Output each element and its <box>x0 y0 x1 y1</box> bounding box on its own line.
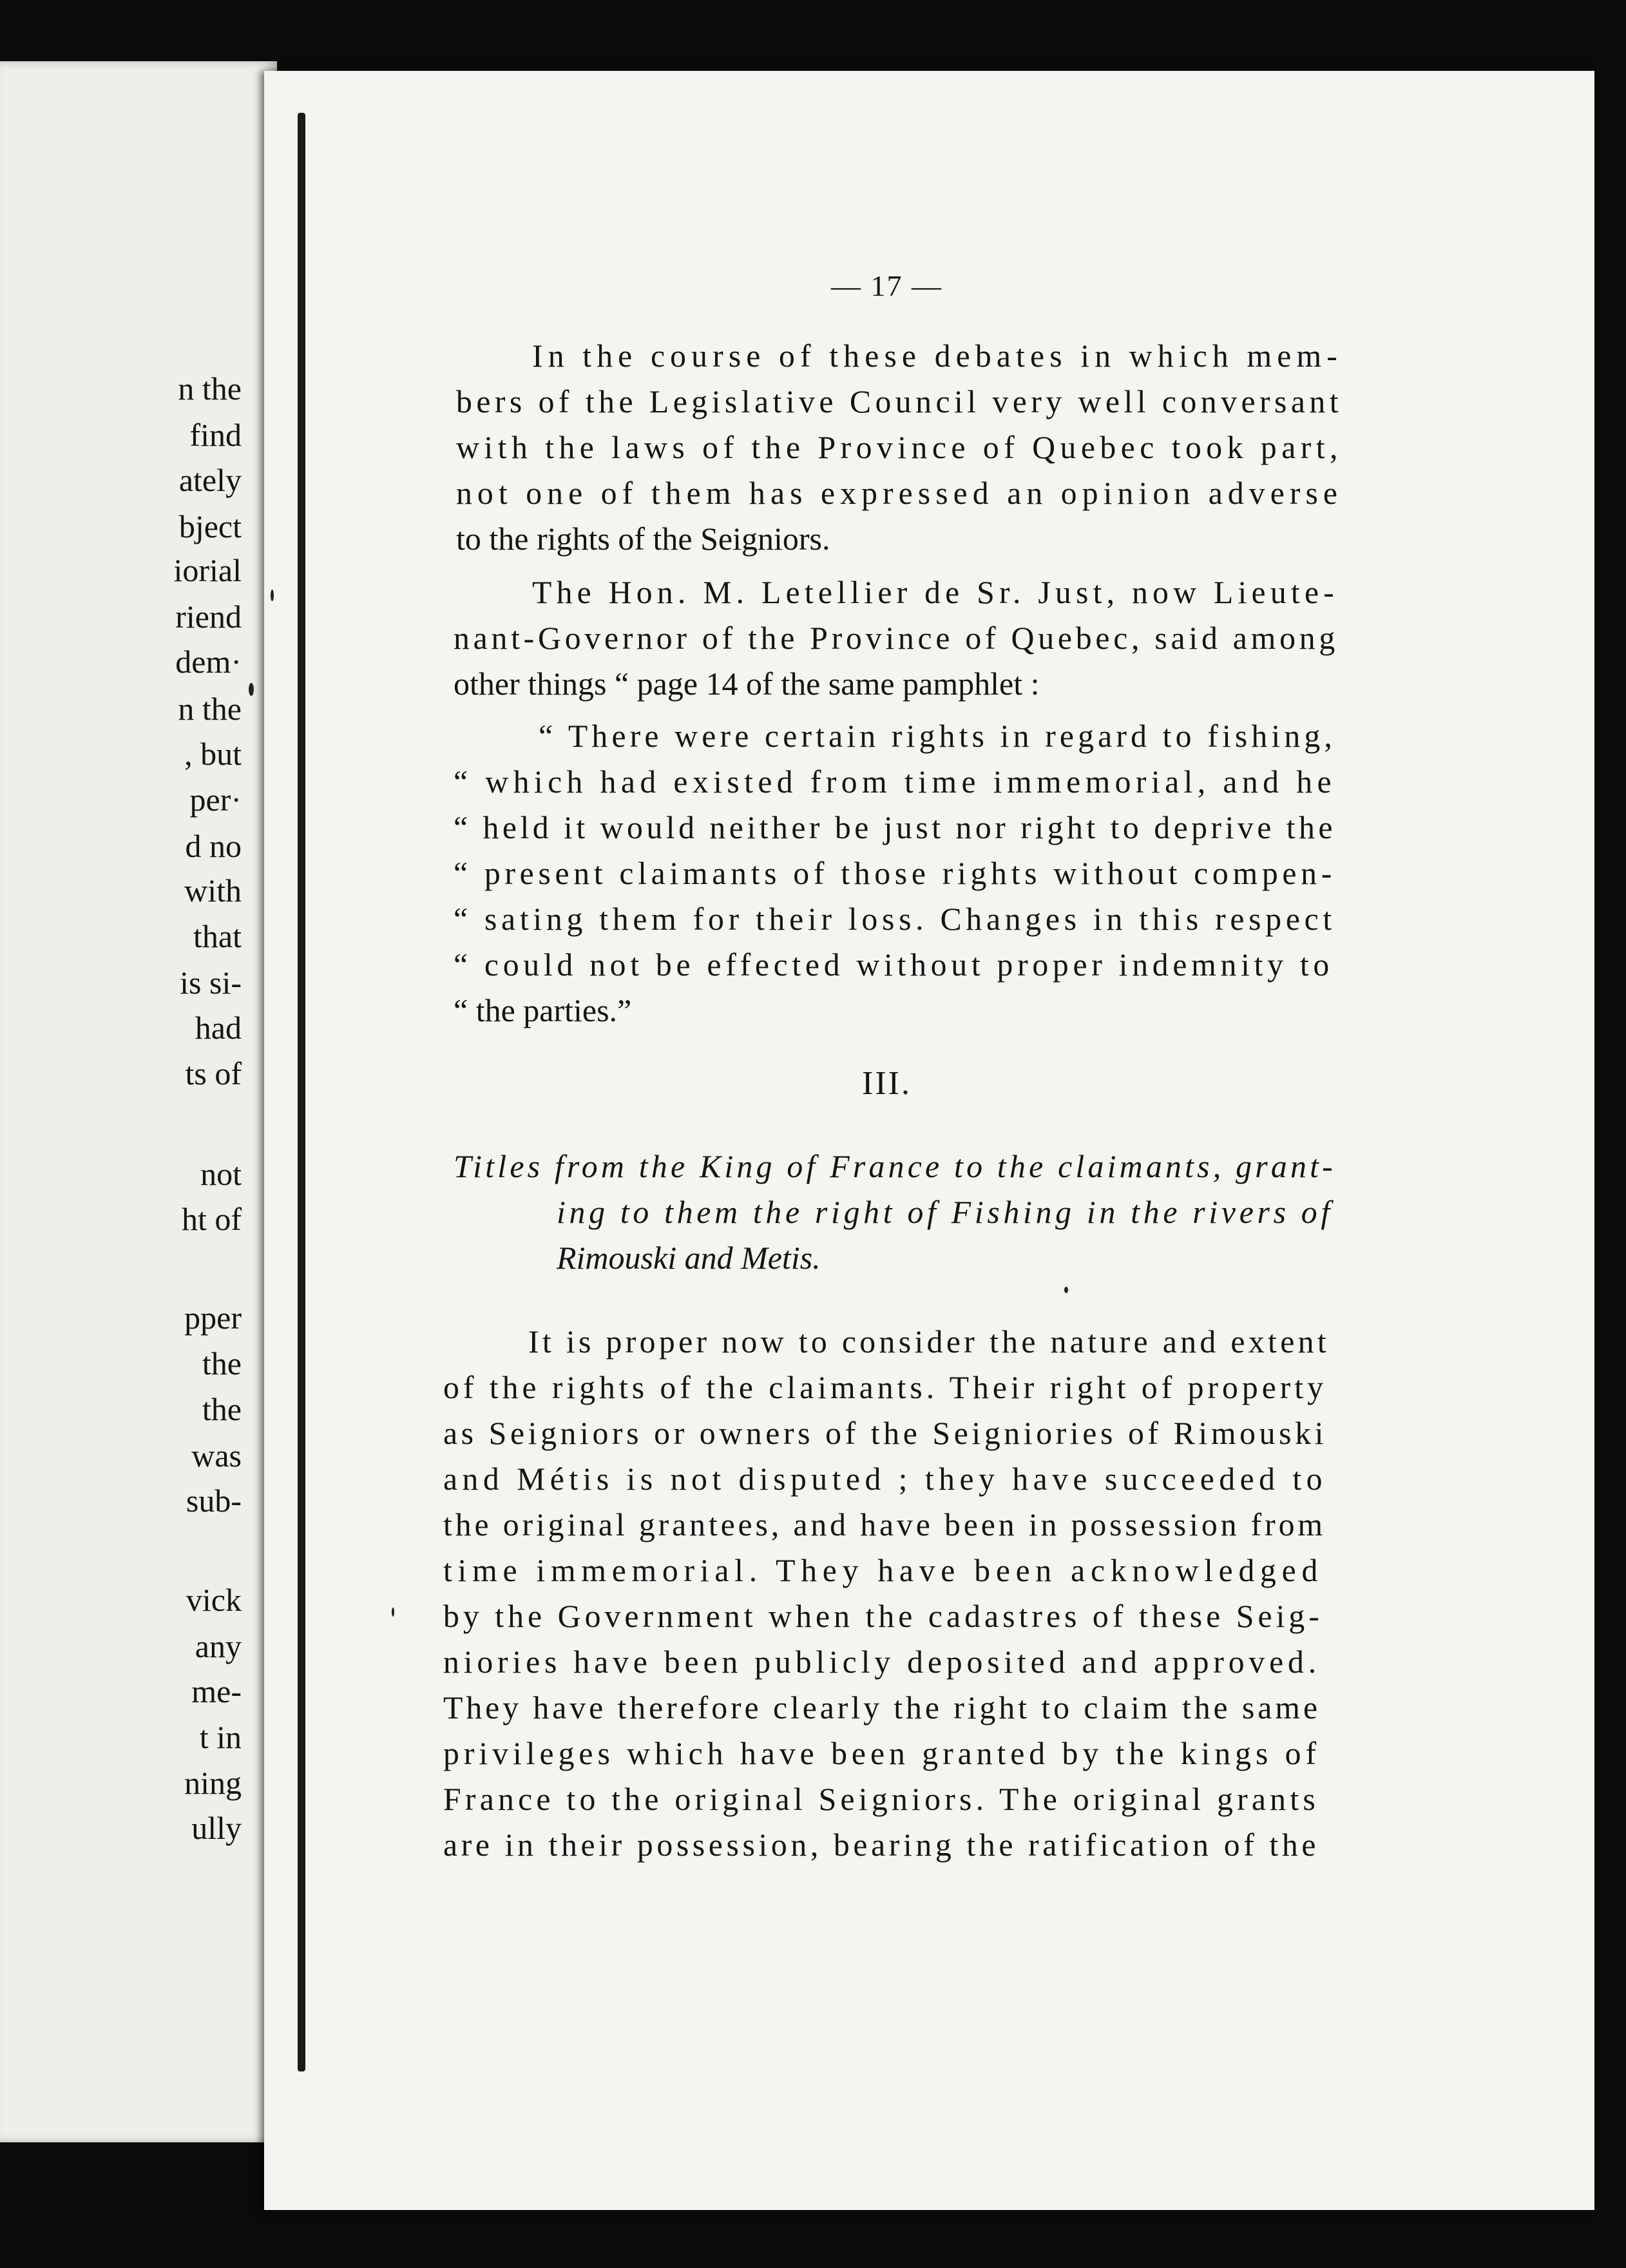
text-line: of the rights of the claimants. Their right of property <box>443 1369 1327 1405</box>
text-line: nant-Governor of the Province of Quebec, said among <box>454 620 1339 656</box>
text-line: They have therefore clearly the right to claim the same <box>443 1689 1321 1725</box>
previous-page-line: sub- <box>186 1483 242 1519</box>
previous-page-line: me- <box>191 1673 242 1709</box>
text-line: not one of them has expressed an opinion adverse <box>456 475 1343 511</box>
previous-page-line: not <box>200 1156 242 1192</box>
text-line: to the rights of the Seigniors. <box>456 521 830 557</box>
previous-page-line: ht of <box>181 1201 242 1237</box>
text-line: as Seigniors or owners of the Seigniories of Rimouski <box>443 1415 1327 1451</box>
previous-page-line: bject <box>178 508 242 544</box>
quotation-line: “ could not be effected without proper indemnity to <box>454 947 1334 983</box>
text-line: It is proper now to consider the nature and extent <box>528 1323 1330 1360</box>
previous-page-line: per· <box>189 782 242 818</box>
previous-page-line: the <box>202 1391 242 1427</box>
previous-page-line: was <box>191 1437 242 1474</box>
quotation-line: “ sating them for their loss. Changes in this respect <box>454 901 1336 937</box>
previous-page-line: vick <box>186 1582 242 1618</box>
previous-page-line: t in <box>199 1719 242 1755</box>
quotation-line: “ the parties.” <box>454 992 632 1028</box>
previous-page-line: riend <box>175 599 242 635</box>
quotation-line: “ present claimants of those rights without compen- <box>454 855 1336 891</box>
previous-page-line: find <box>189 417 242 453</box>
section-numeral: III. <box>862 1065 912 1102</box>
previous-page-line: ning <box>184 1765 242 1801</box>
scan-speck <box>271 590 274 601</box>
previous-page-line: n the <box>178 691 242 727</box>
previous-page-line: is si- <box>180 965 242 1001</box>
text-line: with the laws of the Province of Quebec took part, <box>456 429 1343 465</box>
heading-line: Titles from the King of France to the claimants, grant- <box>454 1148 1336 1184</box>
text-line: The Hon. M. Letellier de Sr. Just, now Lieute- <box>532 574 1339 610</box>
text-line: France to the original Seigniors. The original grants <box>443 1781 1319 1817</box>
text-line: and Métis is not disputed ; they have succeeded to <box>443 1461 1327 1497</box>
previous-page-strip <box>0 61 277 2142</box>
page-number: — 17 — <box>831 269 942 302</box>
previous-page-line: dem· <box>175 644 242 680</box>
previous-page-line: , but <box>184 736 242 772</box>
text-line: the original grantees, and have been in possession from <box>443 1506 1326 1542</box>
previous-page-line: ately <box>178 462 242 498</box>
heading-line: ing to them the right of Fishing in the rivers of <box>557 1194 1334 1230</box>
text-line: niories have been publicly deposited and approved. <box>443 1644 1321 1680</box>
text-line: In the course of these debates in which mem- <box>532 338 1343 374</box>
previous-page-line: that <box>193 918 242 954</box>
quotation-line: “ held it would neither be just nor right to deprive the <box>454 809 1337 845</box>
previous-page-line: iorial <box>173 552 242 588</box>
text-line: other things “ page 14 of the same pamphlet : <box>454 666 1040 702</box>
quotation-line: “ There were certain rights in regard to fishing, <box>539 718 1337 754</box>
scan-speck <box>392 1608 394 1617</box>
text-line: are in their possession, bearing the ratification of the <box>443 1827 1320 1863</box>
scan-speck <box>1064 1287 1068 1293</box>
binding-gutter <box>298 113 305 2071</box>
previous-page-line: ts of <box>185 1055 242 1091</box>
previous-page-line: had <box>195 1010 242 1046</box>
previous-page-line: the <box>202 1345 242 1381</box>
previous-page-line: ully <box>191 1810 242 1846</box>
scan-speck <box>249 683 254 696</box>
previous-page-line: n the <box>178 370 242 407</box>
previous-page-line: pper <box>184 1300 242 1336</box>
quotation-line: “ which had existed from time immemorial, and he <box>454 764 1336 800</box>
previous-page-line: d no <box>185 828 242 864</box>
text-line: privileges which have been granted by the kings of <box>443 1735 1321 1771</box>
heading-line: Rimouski and Metis. <box>557 1240 821 1276</box>
text-line: bers of the Legislative Council very well conversant <box>456 383 1343 419</box>
text-line: time immemorial. They have been acknowledged <box>443 1552 1324 1588</box>
text-line: by the Government when the cadastres of these Seig- <box>443 1598 1323 1634</box>
previous-page-line: with <box>184 872 242 908</box>
previous-page-line: any <box>195 1628 242 1664</box>
